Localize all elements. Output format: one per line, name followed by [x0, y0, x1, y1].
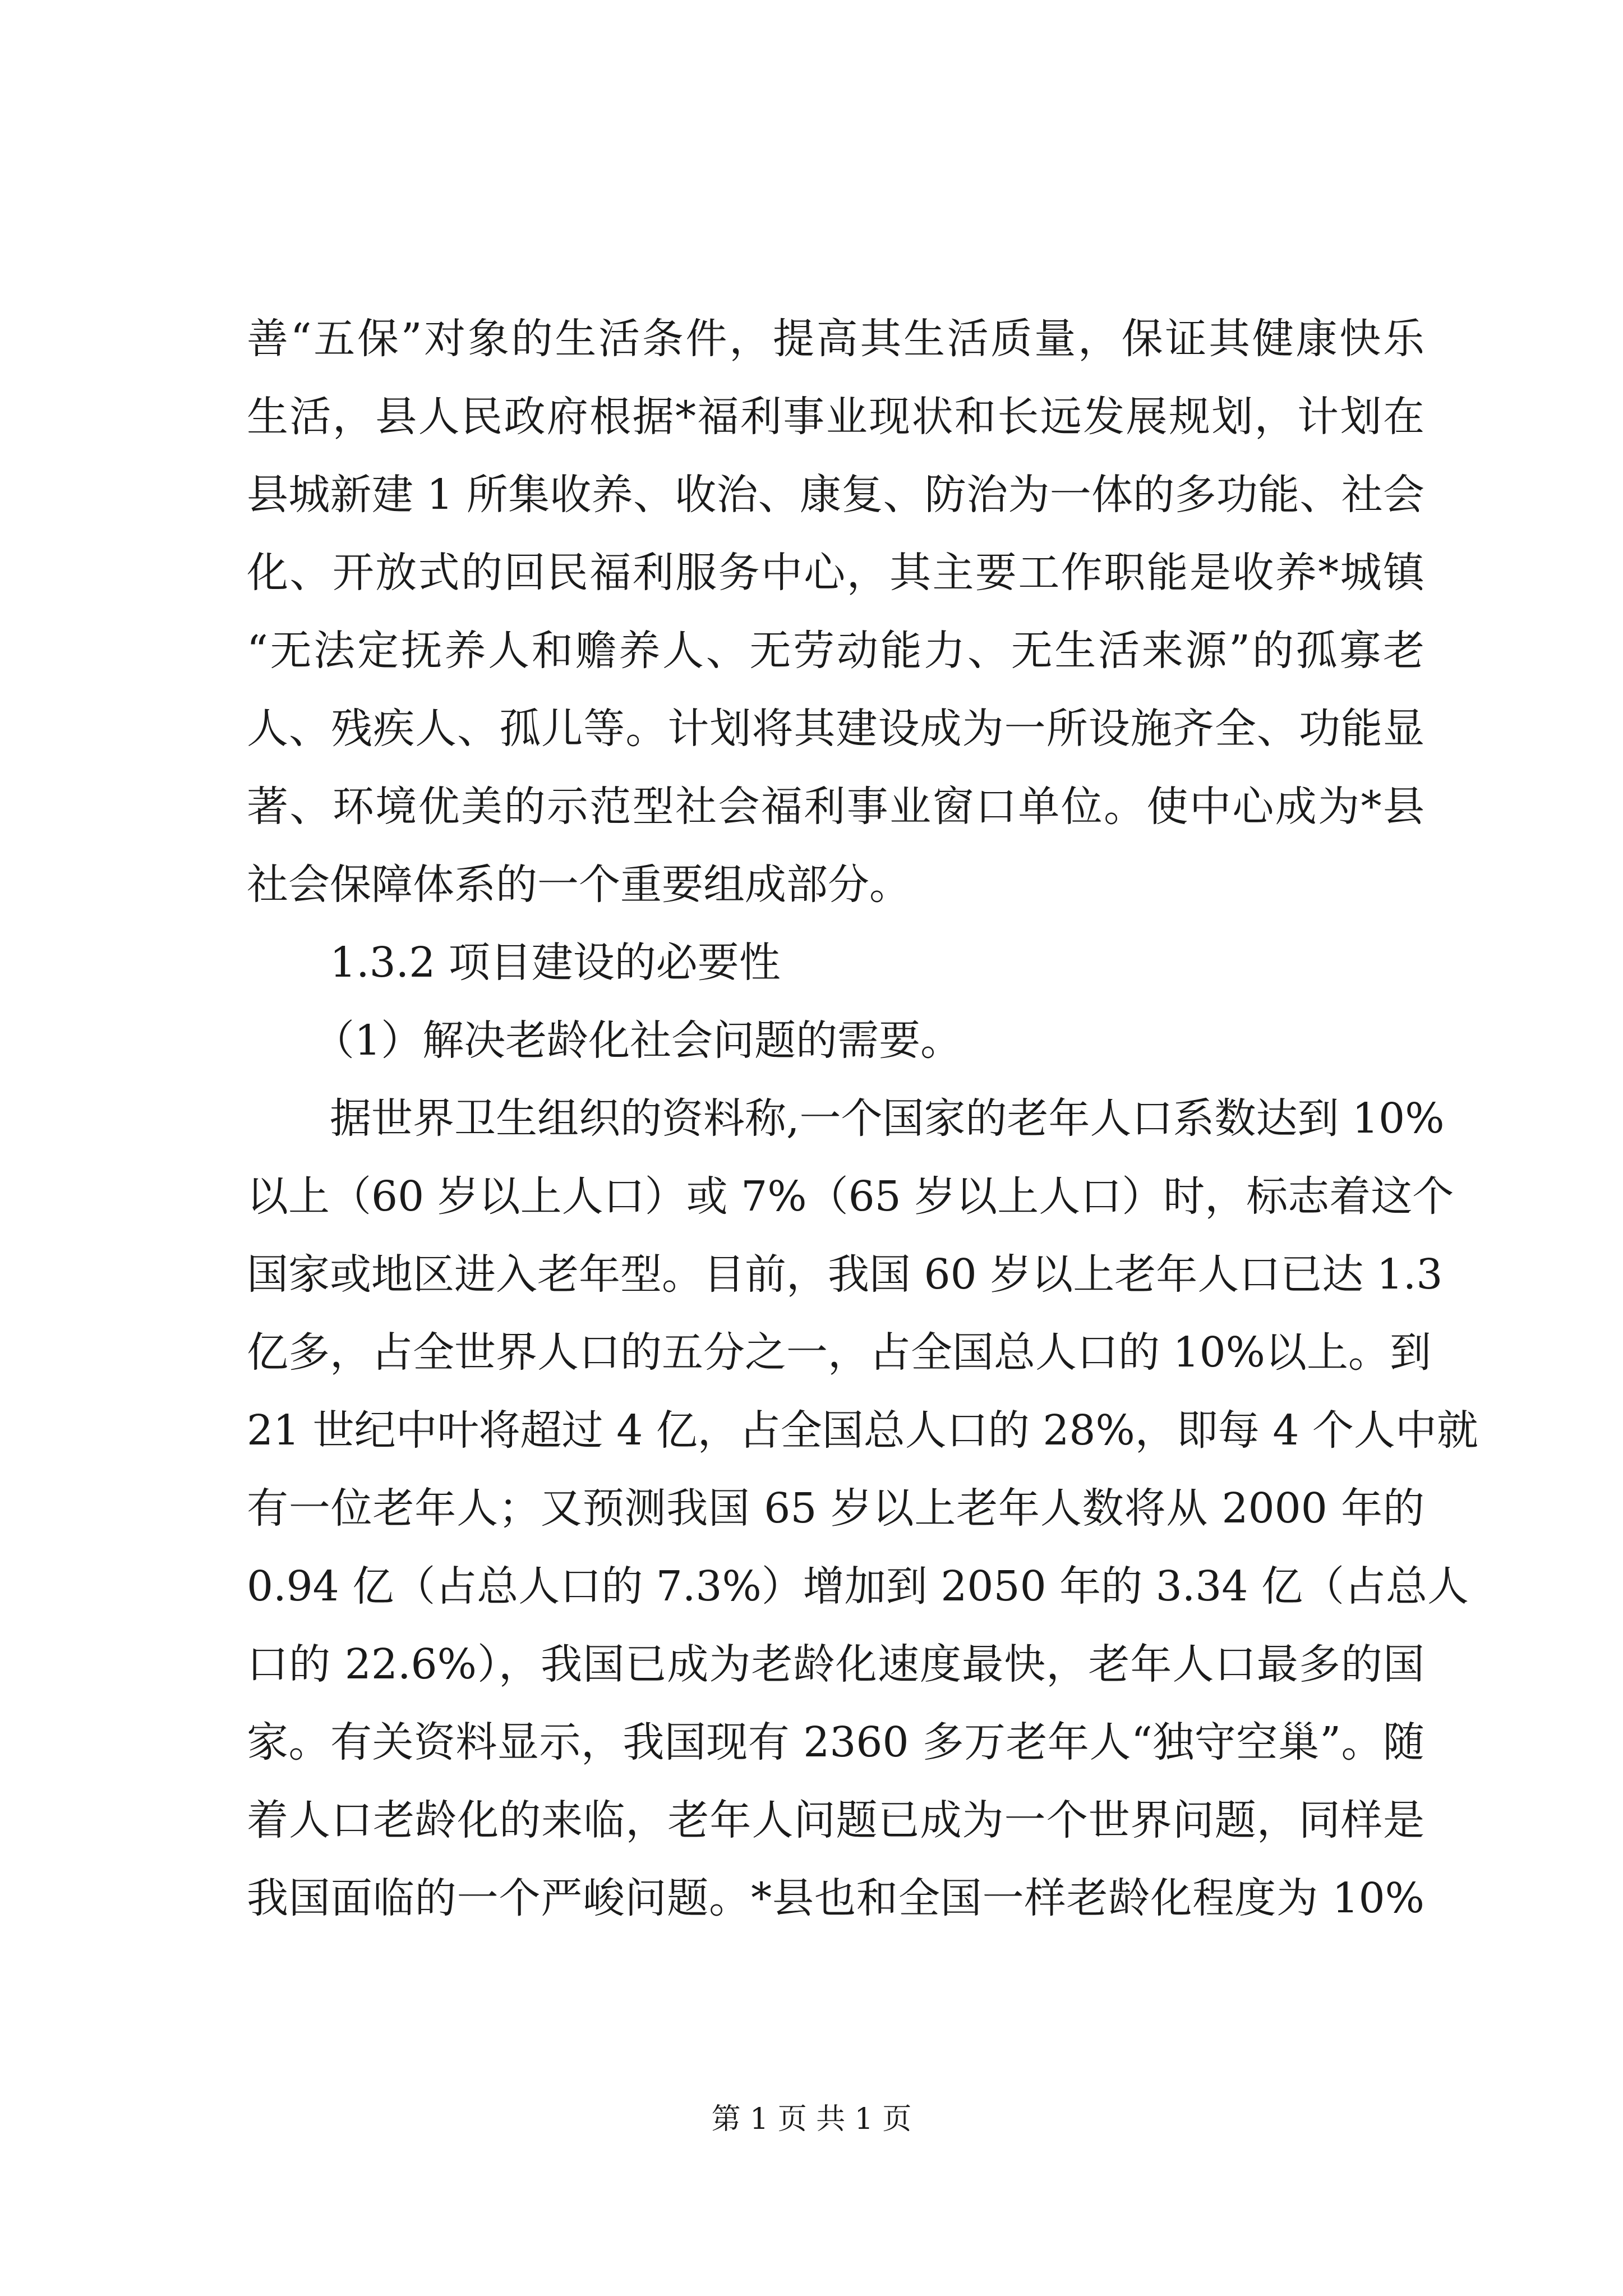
text-line: 口的 22.6%），我国已成为老龄化速度最快，老年人口最多的国	[247, 1640, 1424, 1688]
text-line: 我国面临的一个严峻问题。*县也和全国一样老龄化程度为 10%	[247, 1874, 1424, 1922]
text-line: 着人口老龄化的来临，老年人问题已成为一个世界问题，同样是	[247, 1796, 1424, 1844]
document-body	[247, 300, 1478, 1938]
text-line: “无法定抚养人和赡养人、无劳动能力、无生活来源”的孤寡老	[247, 627, 1424, 675]
text-line: 以上（60 岁以上人口）或 7%（65 岁以上人口）时，标志着这个	[247, 1172, 1454, 1221]
text-line: 家。有关资料显示，我国现有 2360 多万老年人“独守空巢”。随	[247, 1718, 1424, 1766]
text-line: 县城新建 1 所集收养、收治、康复、防治为一体的多功能、社会	[247, 471, 1424, 519]
text-line: 据世界卫生组织的资料称,一个国家的老年人口系数达到 10%	[330, 1094, 1445, 1143]
section-heading: 1.3.2 项目建设的必要性	[330, 938, 781, 987]
text-line: 21 世纪中叶将超过 4 亿，占全国总人口的 28%，即每 4 个人中就	[247, 1406, 1478, 1455]
text-line: 人、残疾人、孤儿等。计划将其建设成为一所设施齐全、功能显	[247, 705, 1424, 753]
text-line: 著、环境优美的示范型社会福利事业窗口单位。使中心成为*县	[247, 783, 1424, 831]
subsection-heading: （1）解决老龄化社会问题的需要。	[313, 1016, 962, 1065]
text-line: 国家或地区进入老年型。目前，我国 60 岁以上老年人口已达 1.3	[247, 1250, 1443, 1299]
text-line: 生活，县人民政府根据*福利事业现状和长远发展规划，计划在	[247, 393, 1424, 441]
text-line: 社会保障体系的一个重要组成部分。	[247, 861, 911, 909]
text-line: 亿多，占全世界人口的五分之一，占全国总人口的 10%以上。到	[247, 1328, 1431, 1377]
text-line: 有一位老年人；又预测我国 65 岁以上老年人数将从 2000 年的	[247, 1484, 1424, 1533]
text-line: 0.94 亿（占总人口的 7.3%）增加到 2050 年的 3.34 亿（占总人	[247, 1562, 1469, 1611]
page-footer: 第 1 页 共 1 页	[711, 2102, 912, 2136]
text-line: 善“五保”对象的生活条件，提高其生活质量，保证其健康快乐	[247, 315, 1424, 363]
text-line: 化、开放式的回民福利服务中心，其主要工作职能是收养*城镇	[247, 549, 1424, 597]
